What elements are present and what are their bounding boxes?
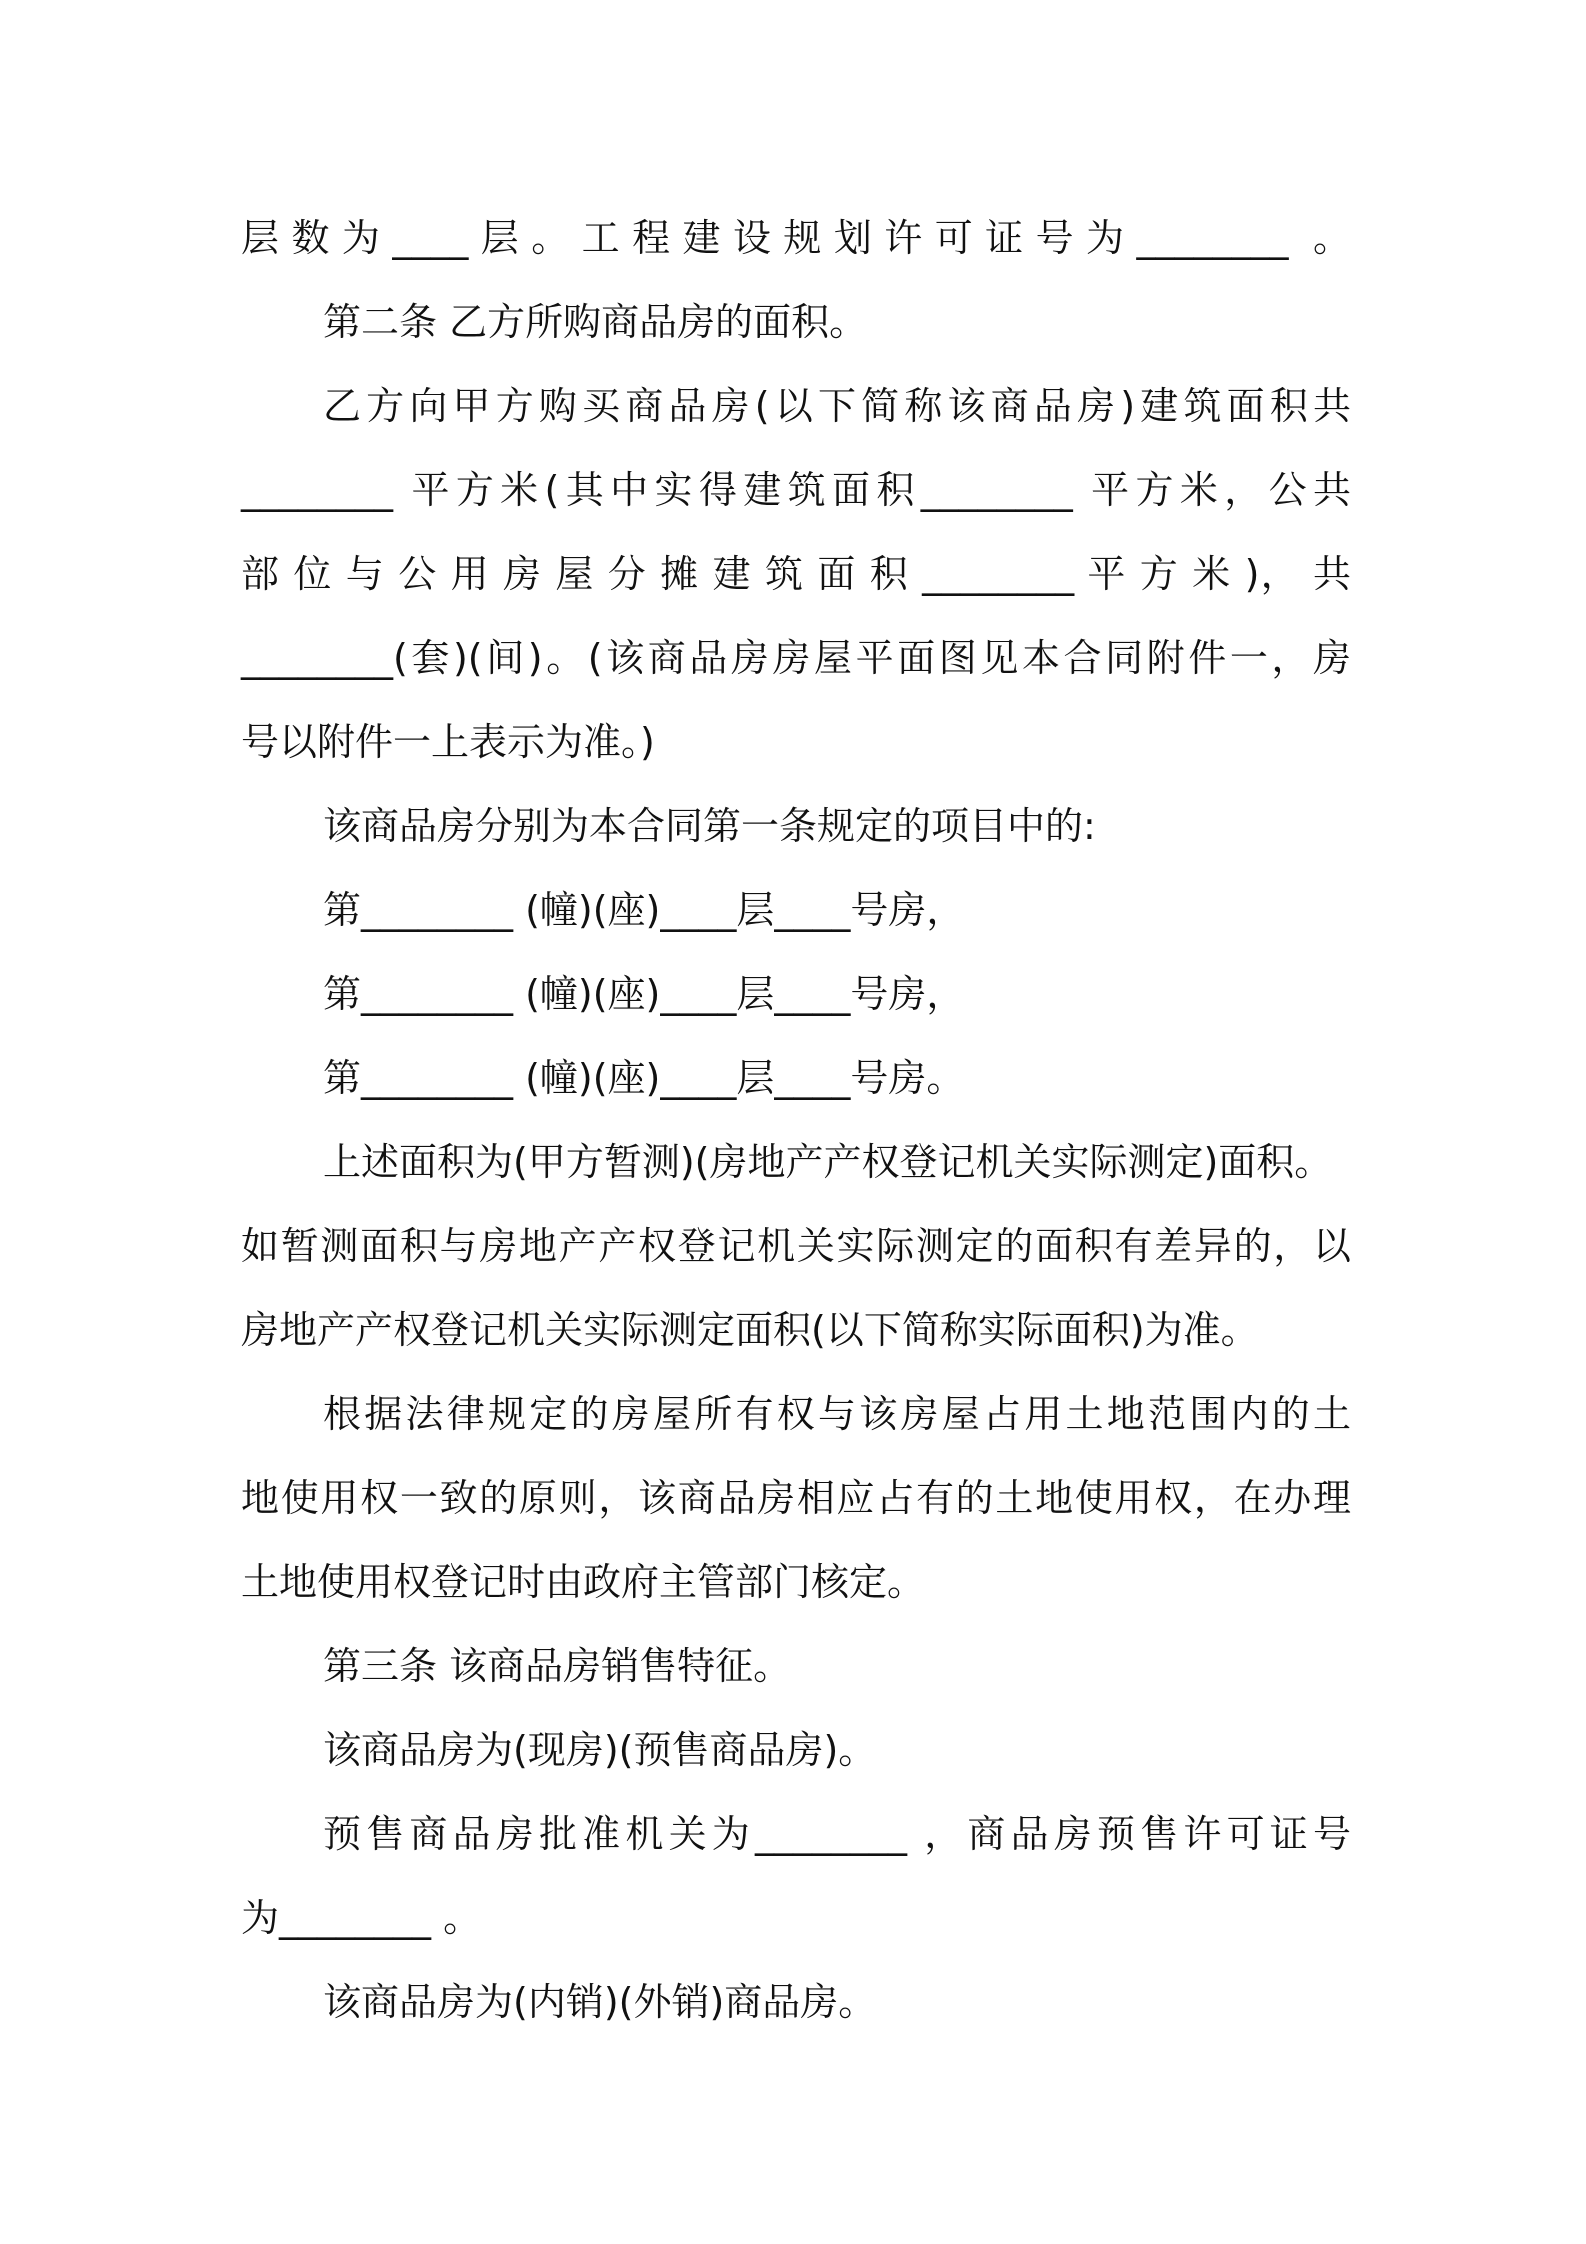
paragraph-line: ________ 平方米(其中实得建筑面积________ 平方米，公共 (241, 468, 1351, 512)
list-item: 第________ (幢)(座)____层____号房， (323, 888, 965, 932)
paragraph-line: 地使用权一致的原则，该商品房相应占有的土地使用权，在办理 (241, 1476, 1351, 1520)
paragraph-line: 该商品房为(内销)(外销)商品房。 (323, 1980, 877, 2024)
paragraph-line: 房地产产权登记机关实际测定面积(以下简称实际面积)为准。 (241, 1308, 1259, 1352)
article-heading: 第二条 乙方所购商品房的面积。 (323, 300, 868, 344)
paragraph-line: 乙方向甲方购买商品房(以下简称该商品房)建筑面积共 (323, 384, 1351, 428)
paragraph-line: 如暂测面积与房地产产权登记机关实际测定的面积有差异的，以 (241, 1224, 1351, 1268)
paragraph-line: 为________ 。 (241, 1896, 482, 1940)
paragraph-line: 层数为____层。工程建设规划许可证号为________ 。 (241, 216, 1351, 260)
paragraph-line: 号以附件一上表示为准。) (241, 720, 655, 764)
paragraph-line: 该商品房为(现房)(预售商品房)。 (323, 1728, 877, 1772)
article-heading: 第三条 该商品房销售特征。 (323, 1644, 792, 1688)
list-item: 第________ (幢)(座)____层____号房， (323, 972, 965, 1016)
paragraph-line: 上述面积为(甲方暂测)(房地产产权登记机关实际测定)面积。 (323, 1140, 1333, 1184)
document-body (241, 196, 1351, 2044)
paragraph-line: 部 位 与 公 用 房 屋 分 摊 建 筑 面 积 ________ 平 方 米 )， 共 (241, 552, 1351, 596)
paragraph-line: 预售商品房批准机关为________ ，商品房预售许可证号 (323, 1812, 1351, 1856)
paragraph-line: 土地使用权登记时由政府主管部门核定。 (241, 1560, 926, 1604)
paragraph-line: 根据法律规定的房屋所有权与该房屋占用土地范围内的土 (323, 1392, 1351, 1436)
paragraph-line: ________(套)(间)。(该商品房房屋平面图见本合同附件一，房 (241, 636, 1351, 680)
paragraph-line: 该商品房分别为本合同第一条规定的项目中的: (323, 804, 1096, 848)
list-item: 第________ (幢)(座)____层____号房。 (323, 1056, 965, 1100)
